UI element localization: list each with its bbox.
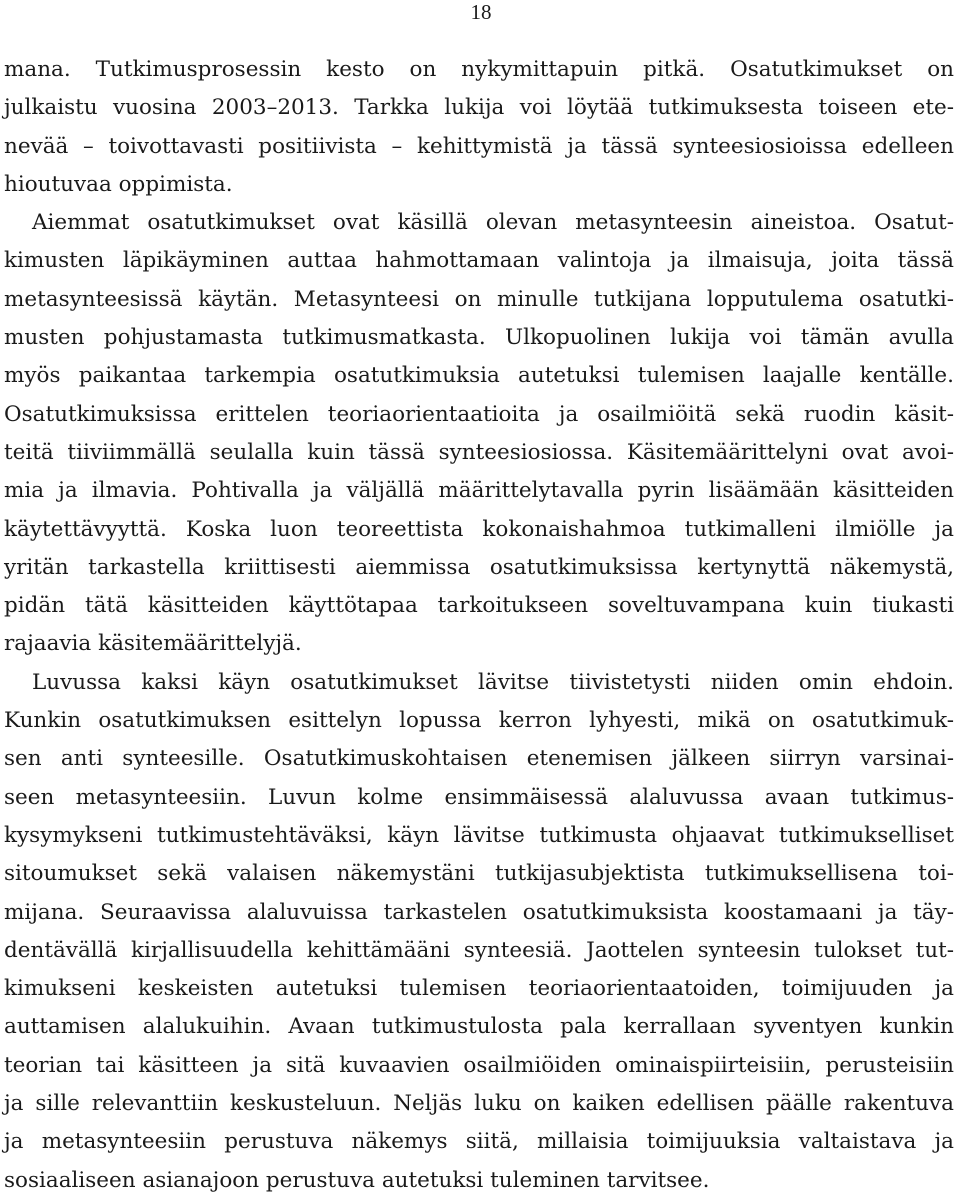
text-line: Aiemmat osatutkimukset ovat käsillä olevan metasynteesin aineistoa. Osatut- [32,210,954,236]
text-line: teitä tiiviimmällä seulalla kuin tässä synteesiosiossa. Käsitemäärittelyni ovat avoi- [4,439,954,465]
text-line: julkaistu vuosina 2003–2013. Tarkka lukija voi löytää tutkimuksesta toiseen ete- [4,95,954,121]
paragraph [4,51,954,204]
text-line: ja sille relevanttiin keskusteluun. Neljäs luku on kaiken edellisen päälle rakentuva [4,1091,954,1117]
text-line: seen metasynteesiin. Luvun kolme ensimmäisessä alaluvussa avaan tutkimus- [4,784,954,810]
text-line: Luvussa kaksi käyn osatutkimukset lävitse tiivistetysti niiden omin ehdoin. [32,669,954,695]
page-number: 18 [470,0,492,24]
text-line: dentävällä kirjallisuudella kehittämääni synteesiä. Jaottelen synteesin tulokset tut- [4,937,954,963]
text-line: musten pohjustamasta tutkimusmatkasta. Ulkopuolinen lukija voi tämän avulla [4,325,954,351]
text-line: Kunkin osatutkimuksen esittelyn lopussa kerron lyhyesti, mikä on osatutkimuk- [4,708,954,734]
text-line: käytettävyyttä. Koska luon teoreettista kokonaishahmoa tutkimalleni ilmiölle ja [4,516,954,542]
text-line: pidän tätä käsitteiden käyttötapaa tarkoitukseen soveltuvampana kuin tiukasti [4,593,954,619]
text-line: metasynteesissä käytän. Metasynteesi on minulle tutkijana lopputulema osatutki- [4,286,954,312]
text-line: kimukseni keskeisten autetuksi tulemisen teoriaorientaatoiden, toimijuuden ja [4,976,954,1002]
text-line: kysymykseni tutkimustehtäväksi, käyn lävitse tutkimusta ohjaavat tutkimukselliset [4,822,954,848]
text-line: mana. Tutkimusprosessin kesto on nykymittapuin pitkä. Osatutkimukset on [4,57,954,82]
text-line: hioutuvaa oppimista. [4,171,233,197]
body-text [4,51,954,1200]
text-line: nevää – toivottavasti positiivista – kehittymistä ja tässä synteesiosioissa edelleen [4,133,954,159]
text-line: mia ja ilmavia. Pohtivalla ja väljällä määrittelytavalla pyrin lisäämään käsitteiden [4,478,954,504]
paragraph [4,204,954,664]
text-line: sosiaaliseen asianajoon perustuva autetuksi tuleminen tarvitsee. [4,1167,710,1193]
text-line: mijana. Seuraavissa alaluvuissa tarkastelen osatutkimuksista koostamaani ja täy- [4,899,954,925]
text-line: myös paikantaa tarkempia osatutkimuksia autetuksi tulemisen laajalle kentälle. [4,363,954,389]
text-line: ja metasynteesiin perustuva näkemys siitä, millaisia toimijuuksia valtaistava ja [4,1129,954,1155]
paragraph [4,664,954,1200]
text-line: rajaavia käsitemäärittelyjä. [4,631,302,657]
text-line: teorian tai käsitteen ja sitä kuvaavien osailmiöiden ominaispiirteisiin, perusteisiin [4,1052,954,1078]
text-line: sitoumukset sekä valaisen näkemystäni tutkijasubjektista tutkimuksellisena toi- [4,861,954,887]
text-line: kimusten läpikäyminen auttaa hahmottamaan valintoja ja ilmaisuja, joita tässä [4,248,954,274]
text-line: auttamisen alalukuihin. Avaan tutkimustulosta pala kerrallaan syventyen kunkin [4,1014,954,1040]
text-line: yritän tarkastella kriittisesti aiemmissa osatutkimuksissa kertynyttä näkemystä, [4,554,954,580]
text-line: sen anti synteesille. Osatutkimuskohtaisen etenemisen jälkeen siirryn varsinai- [4,746,954,772]
text-line: Osatutkimuksissa erittelen teoriaorientaatioita ja osailmiöitä sekä ruodin käsit- [4,401,954,427]
